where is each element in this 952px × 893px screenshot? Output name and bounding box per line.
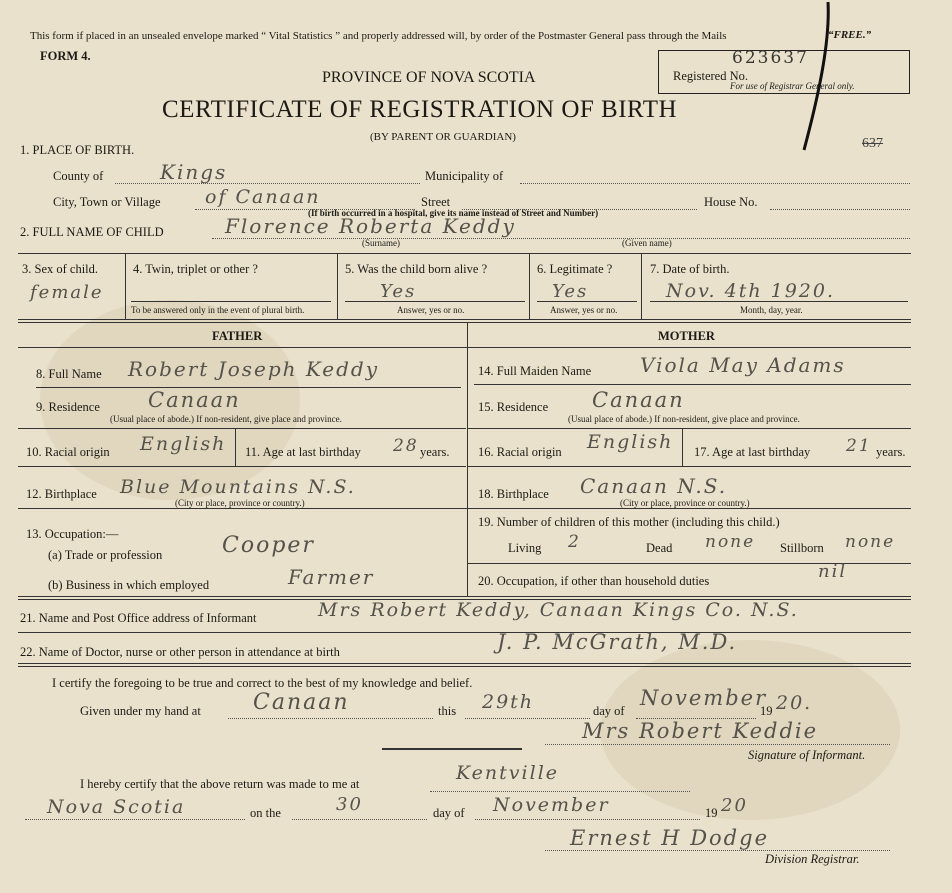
- rule: [337, 253, 338, 319]
- rule: [18, 319, 911, 323]
- sex-label: 3. Sex of child.: [22, 262, 99, 276]
- father-years: years.: [420, 445, 450, 459]
- registrar-place: Kentville: [456, 762, 560, 784]
- mother-racial-value: English: [587, 431, 674, 453]
- registrar-day-of-label: day of: [433, 806, 465, 820]
- rule: [36, 387, 461, 388]
- mail-notice: This form if placed in an unsealed envelope marked “ Vital Statistics ” and properly addressed will, by order of the Postmaster General pass through the Mails: [30, 30, 727, 42]
- registrar-day-line: [292, 819, 427, 820]
- rule: [382, 748, 522, 750]
- doctor-value: J. P. McGrath, M.D.: [497, 630, 738, 654]
- given-place: Canaan: [253, 690, 350, 715]
- living-value: 2: [568, 532, 581, 552]
- rule: [18, 663, 911, 667]
- municipality-label: Municipality of: [425, 169, 504, 183]
- informant-label: 21. Name and Post Office address of Informant: [20, 611, 257, 625]
- rule: [125, 253, 126, 319]
- registrar-month-line: [475, 819, 700, 820]
- alive-note: Answer, yes or no.: [397, 305, 465, 315]
- father-age-value: 28: [393, 436, 419, 456]
- father-age-label: 11. Age at last birthday: [245, 445, 361, 459]
- registered-number: 623637: [732, 48, 809, 68]
- signature-line: [545, 744, 890, 745]
- alive-label: 5. Was the child born alive ?: [345, 262, 488, 276]
- mother-age-label: 17. Age at last birthday: [694, 445, 811, 459]
- rule: [474, 384, 911, 385]
- child-name-line: [212, 238, 910, 239]
- date-note: Month, day, year.: [740, 305, 803, 315]
- registrar-year: 20: [721, 795, 748, 816]
- county-label: County of: [53, 169, 104, 183]
- year-prefix: 19: [760, 704, 773, 718]
- house-line: [770, 209, 910, 210]
- stillborn-label: Stillborn: [780, 541, 824, 555]
- rule: [641, 253, 642, 319]
- dead-label: Dead: [646, 541, 673, 555]
- given-month: November: [640, 686, 768, 710]
- rule: [18, 253, 911, 254]
- rule: [537, 301, 637, 302]
- this-label: this: [438, 704, 457, 718]
- municipality-line: [520, 183, 910, 184]
- given-day-line: [465, 718, 590, 719]
- mother-residence-label: 15. Residence: [478, 400, 549, 414]
- registrar-month: November: [493, 794, 610, 816]
- given-day: 29th: [482, 691, 535, 713]
- rule: [468, 428, 911, 429]
- mother-years: years.: [876, 445, 906, 459]
- registrar-title: Division Registrar.: [765, 852, 860, 866]
- mother-age-value: 21: [846, 436, 872, 456]
- given-label: Given under my hand at: [80, 704, 201, 718]
- street-label: Street: [421, 195, 451, 209]
- given-place-line: [228, 718, 433, 719]
- rule: [18, 508, 911, 509]
- father-residence-value: Canaan: [148, 388, 241, 412]
- father-residence-label: 9. Residence: [36, 400, 100, 414]
- city-value: of Canaan: [205, 186, 321, 208]
- informant-signature: Mrs Robert Keddie: [582, 719, 819, 743]
- doctor-label: 22. Name of Doctor, nurse or other person in attendance at birth: [20, 645, 340, 659]
- mother-name-value: Viola May Adams: [640, 353, 846, 377]
- place-of-birth-heading: 1. PLACE OF BIRTH.: [20, 143, 135, 157]
- mother-occupation-label: 20. Occupation, if other than household duties: [478, 574, 710, 588]
- hospital-note: (If birth occurred in a hospital, give its name instead of Street and Number): [308, 208, 599, 218]
- father-racial-value: English: [140, 433, 227, 455]
- pen-stroke-icon: [790, 0, 850, 160]
- father-birthplace-label: 12. Birthplace: [26, 487, 97, 501]
- rule: [467, 322, 468, 508]
- registrar-year-prefix: 19: [705, 806, 718, 820]
- rule: [18, 632, 911, 633]
- mother-residence-note: (Usual place of abode.) If non-resident, give place and province.: [568, 414, 800, 424]
- rule: [18, 347, 911, 348]
- province-heading: PROVINCE OF NOVA SCOTIA: [322, 69, 536, 86]
- city-label: City, Town or Village: [53, 195, 161, 209]
- informant-value: Mrs Robert Keddy, Canaan Kings Co. N.S.: [318, 599, 799, 621]
- rule: [131, 301, 331, 302]
- registrar-province-line: [25, 819, 245, 820]
- day-of-label: day of: [593, 704, 625, 718]
- dead-value: none: [705, 532, 756, 552]
- house-label: House No.: [704, 195, 758, 209]
- rule: [682, 428, 683, 466]
- father-residence-note: (Usual place of abode.) If non-resident, give place and province.: [110, 414, 342, 424]
- date-label: 7. Date of birth.: [650, 262, 730, 276]
- form-number: FORM 4.: [40, 49, 91, 63]
- mother-racial-label: 16. Racial origin: [478, 445, 562, 459]
- twin-note: To be answered only in the event of plural birth.: [131, 305, 305, 315]
- legitimate-value: Yes: [552, 281, 589, 302]
- given-year: 20.: [776, 692, 813, 714]
- children-label: 19. Number of children of this mother (including this child.): [478, 515, 780, 529]
- child-name-label: 2. FULL NAME OF CHILD: [20, 225, 164, 239]
- mother-name-label: 14. Full Maiden Name: [478, 364, 592, 378]
- registrar-place-line: [430, 791, 690, 792]
- registrar-day: 30: [336, 794, 363, 815]
- certificate-title: CERTIFICATE OF REGISTRATION OF BIRTH: [162, 96, 678, 123]
- father-birthplace-note: (City or place, province or country.): [175, 498, 305, 508]
- county-value: Kings: [160, 160, 228, 184]
- registrar-province: Nova Scotia: [47, 796, 186, 818]
- corner-mark: 637: [862, 136, 883, 151]
- legitimate-note: Answer, yes or no.: [550, 305, 618, 315]
- registrar-signature: Ernest H Dodge: [570, 826, 769, 850]
- father-occupation-label: 13. Occupation:—: [26, 527, 119, 541]
- legitimate-label: 6. Legitimate ?: [537, 262, 613, 276]
- given-name-note: (Given name): [622, 238, 672, 248]
- registrar-signature-line: [545, 850, 890, 851]
- rule: [18, 466, 466, 467]
- living-label: Living: [508, 541, 542, 555]
- child-name-value: Florence Roberta Keddy: [225, 214, 516, 238]
- business-label: (b) Business in which employed: [48, 578, 210, 592]
- father-birthplace-value: Blue Mountains N.S.: [120, 476, 356, 498]
- rule: [529, 253, 530, 319]
- father-name-label: 8. Full Name: [36, 367, 102, 381]
- rule: [345, 301, 525, 302]
- certificate-subtitle: (BY PARENT OR GUARDIAN): [370, 131, 516, 143]
- surname-note: (Surname): [362, 238, 400, 248]
- registered-note: For use of Registrar General only.: [730, 81, 855, 91]
- sex-value: female: [30, 282, 104, 303]
- on-the-label: on the: [250, 806, 281, 820]
- mother-residence-value: Canaan: [592, 388, 685, 412]
- registrar-statement: I hereby certify that the above return was made to me at: [80, 777, 360, 791]
- father-racial-label: 10. Racial origin: [26, 445, 110, 459]
- mother-heading: MOTHER: [658, 329, 715, 343]
- rule: [468, 466, 911, 467]
- trade-value: Cooper: [222, 533, 315, 558]
- business-value: Farmer: [288, 565, 375, 589]
- mother-birthplace-note: (City or place, province or country.): [620, 498, 750, 508]
- trade-label: (a) Trade or profession: [48, 548, 163, 562]
- date-value: Nov. 4th 1920.: [666, 280, 836, 302]
- mother-birthplace-label: 18. Birthplace: [478, 487, 549, 501]
- mother-occupation-value: nil: [818, 561, 848, 582]
- rule: [18, 428, 466, 429]
- father-heading: FATHER: [212, 329, 263, 343]
- signature-label: Signature of Informant.: [748, 748, 866, 762]
- father-name-value: Robert Joseph Keddy: [128, 357, 380, 381]
- free-mark: “FREE.”: [828, 29, 872, 41]
- alive-value: Yes: [380, 281, 417, 302]
- stillborn-value: none: [845, 532, 896, 552]
- certify-statement: I certify the foregoing to be true and correct to the best of my knowledge and belief.: [52, 676, 473, 690]
- registered-label: Registered No.: [673, 69, 748, 83]
- rule: [650, 301, 908, 302]
- mother-birthplace-value: Canaan N.S.: [580, 474, 728, 498]
- rule: [467, 508, 468, 596]
- rule: [235, 428, 236, 466]
- twin-label: 4. Twin, triplet or other ?: [133, 262, 258, 276]
